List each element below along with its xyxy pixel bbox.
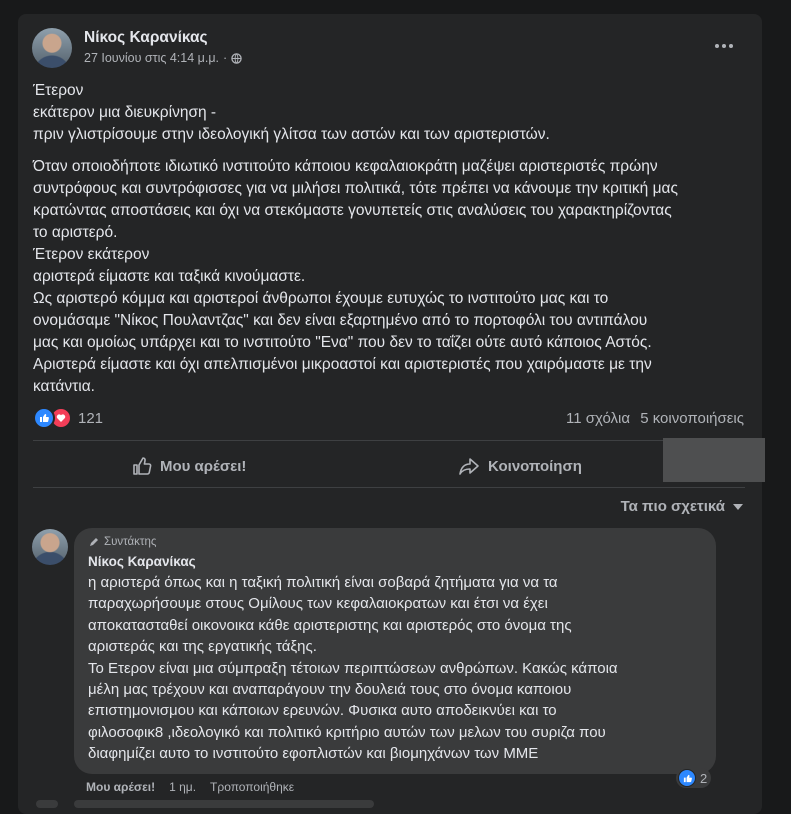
engagement-counts [560, 410, 744, 427]
post-line: αριστερά είμαστε και ταξικά κινούμαστε. [33, 268, 306, 285]
badge-label: Συντάκτης [104, 536, 157, 548]
share-button[interactable] [458, 452, 582, 480]
comment-line: φιλοσοφικ8 ,ιδεολογικό και πολιτικό κριτήριο αυτών των μελων του συριζα που [88, 723, 606, 741]
post-line: μας και ομοίως υπάρχει και το ινστιτούτο "Ενα" που δεν το ταΐζει ούτε αυτό κάποιος Αστός. [33, 334, 652, 351]
post-timestamp[interactable]: 27 Ιουνίου στις 4:14 μ.μ. [84, 51, 220, 65]
comment-like-button[interactable]: Μου αρέσει! [86, 780, 156, 794]
thumbs-up-icon [132, 456, 152, 476]
post-line: Ως αριστερό κόμμα και αριστεροί άνθρωποι έχουμε ευτυχώς το ινστιτούτο μας και το [33, 290, 609, 307]
comment-line: αριστεράς και της εργατικής τάξης. [88, 638, 317, 656]
comment-text [88, 572, 708, 765]
separator-dot: · [223, 51, 228, 65]
comment-time[interactable]: 1 ημ. [169, 780, 197, 794]
comments-count[interactable]: 11 σχόλια [566, 410, 631, 427]
comment-reaction-count: 2 [700, 770, 708, 786]
paragraph-gap [33, 146, 753, 156]
comment-line: η αριστερά όπως και η ταξική πολιτική είναι σοβαρά ζητήματα για να τα [88, 574, 558, 591]
post-meta [84, 51, 242, 65]
post-line: Έτερον [33, 82, 84, 99]
post-line: συντρόφους και συντρόφισσες για να μιλήσει πολιτικά, τότε πρέπει να κάνουμε την κριτική μας [33, 180, 678, 197]
share-arrow-icon [458, 456, 480, 476]
like-label: Μου αρέσει! [160, 457, 247, 475]
post-line: ονομάσαμε "Νίκος Πουλαντζας" και δεν είναι εξαρτημένο από το πορτοφόλι του αντιπάλου [33, 312, 648, 329]
pencil-icon [88, 536, 100, 548]
author-avatar[interactable] [32, 28, 72, 68]
comment-line: επιστημονισμου και κάποιων ερευνών. Φυσικα αυτο αποδεικνύει και το [88, 702, 557, 720]
comment-line: Το Ετερον είναι μια σύμπραξη τέτοιων περιπτώσεων ανθρώπων. Κακώς κάποια [88, 659, 618, 677]
like-reaction-icon [33, 407, 55, 429]
post-body [33, 80, 753, 398]
divider [33, 487, 745, 488]
post-line: πριν γλιστρίσουμε στην ιδεολογική γλίτσα των αστών και των αριστεριστών. [33, 126, 550, 143]
comment-edited: Τροποποιήθηκε [210, 780, 295, 794]
share-label: Κοινοποίηση [488, 457, 582, 475]
globe-icon [231, 53, 242, 64]
post-line: Έτερον εκάτερον [33, 246, 150, 263]
sort-label: Τα πιο σχετικά [620, 498, 725, 515]
caret-down-icon [733, 504, 743, 510]
like-reaction-icon [678, 769, 696, 787]
comment-avatar[interactable] [32, 529, 68, 565]
post-author-name[interactable]: Νίκος Καρανίκας [84, 29, 208, 46]
post-line: το αριστερό. [33, 224, 118, 241]
comment-reactions[interactable] [676, 768, 711, 788]
post-line: κρατώντας αποστάσεις και όχι να στεκόμαστε γονυπετείς στις αναλύσεις του χαρακτηρίζοντας [33, 202, 672, 219]
reaction-count: 121 [78, 409, 104, 427]
comment-author-name[interactable]: Νίκος Καρανίκας [88, 554, 196, 569]
next-comment-bubble [74, 800, 374, 808]
post-line: Αριστερά είμαστε και όχι απελπισμένοι μικροαστοί και αριστεριστές που χαιρόμαστε με την [33, 356, 652, 373]
comment-sort-dropdown[interactable] [621, 498, 743, 515]
author-badge [88, 536, 156, 548]
redacted-overlay [663, 438, 765, 482]
divider [33, 440, 745, 441]
comment-line: παραχωρήσουμε στους Ομίλους των κεφαλαιοκρατων και έτσι να έχει [88, 595, 548, 613]
comment-line: αποκατασταθεί οικονοικα κάθε αριστεριστης και αριστερός στο όνομα της [88, 616, 572, 634]
post-reactions[interactable] [33, 407, 103, 429]
comment-actions [86, 780, 294, 794]
shares-count[interactable]: 5 κοινοποιήσεις [640, 410, 744, 427]
comment-bubble [74, 528, 716, 774]
like-button[interactable] [132, 452, 246, 480]
next-comment-avatar [36, 800, 58, 808]
post-line: Όταν οποιοδήποτε ιδιωτικό ινστιτούτο κάποιου κεφαλαιοκράτη μαζέψει αριστεριστές πρώην [33, 158, 658, 175]
post-line: εκάτερον μια διευκρίνηση - [33, 104, 217, 121]
comment-line: διαφημίζει αυτο το ινστιτούτο εφοπλιστών και βιομηχάνων των ΜΜΕ [88, 745, 539, 763]
comment-line: μέλη μας τρέχουν και αναπαράγουν την δουλειά τους στο όνομα καποιου [88, 681, 572, 699]
more-options-icon[interactable] [712, 34, 736, 58]
post-line: κατάντια. [33, 378, 95, 395]
